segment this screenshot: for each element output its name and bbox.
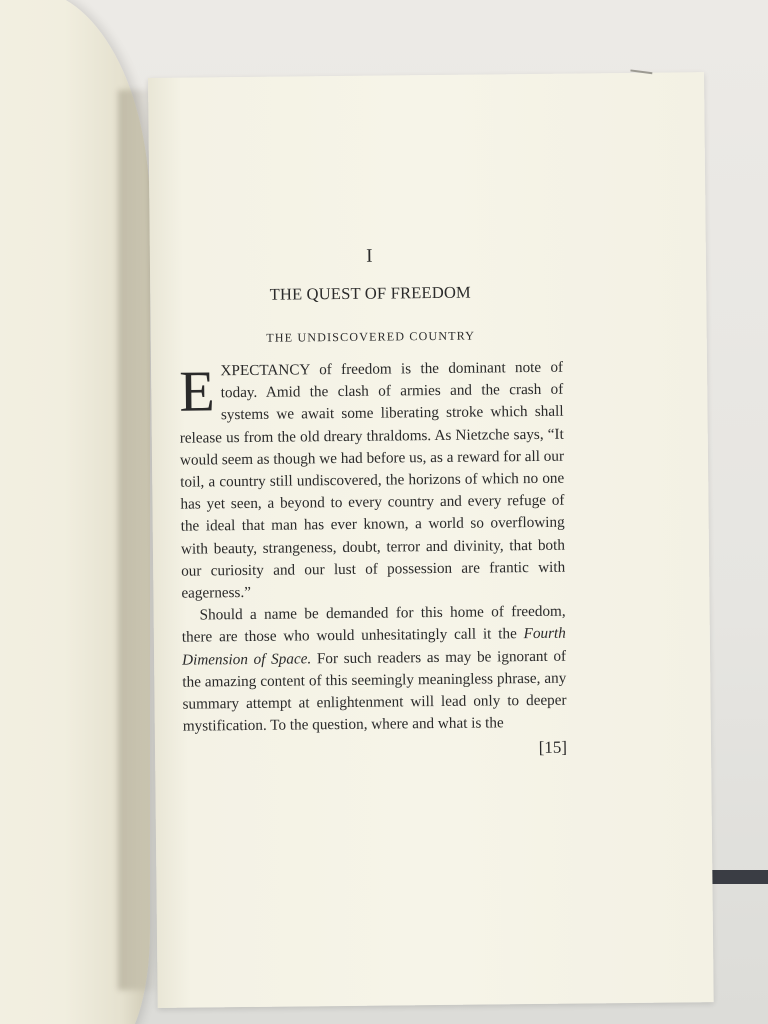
right-page xyxy=(148,72,714,1008)
paragraph-2-italic: Fourth Dimension of Space. xyxy=(182,625,566,669)
chapter-number: I xyxy=(366,245,374,267)
page-number: [15] xyxy=(538,738,568,758)
paragraph-1 xyxy=(179,357,566,605)
page-corner-mark xyxy=(630,69,653,80)
section-title: THE UNDISCOVERED COUNTRY xyxy=(266,328,476,345)
drop-cap: E xyxy=(178,358,216,424)
paragraph-2 xyxy=(182,601,567,738)
page-content xyxy=(178,244,568,758)
paragraph-2-rest: For such readers as may be ignorant of the amazing content of this seemingly meaningless phrase, any summary attempt at enlightenment will lead only to deeper mystification. To the question, where and what is the xyxy=(182,647,567,735)
paragraph-2-start: Should a name be demanded for this home of freedom, there are those who would unhesitatingly call it the xyxy=(181,602,566,647)
chapter-title: THE QUEST OF FREEDOM xyxy=(269,282,471,304)
paragraph-1-text: XPECTANCY of freedom is the dominant note of today. Amid the clash of armies and the crash of systems we await some liberating stroke which shall release us from the old dreary thraldoms. As Nietzche says, “It would seem as though we had before us, as a reward for all our toil, a country still undiscovered, the horizons of which no one has yet seen, a beyond to every country and every refuge of the ideal that man has ever known, a world so overflowing with beauty, strangeness, doubt, terror and divinity, that both our curiosity and our lust of possession are frantic with eagerness.” xyxy=(179,358,566,602)
